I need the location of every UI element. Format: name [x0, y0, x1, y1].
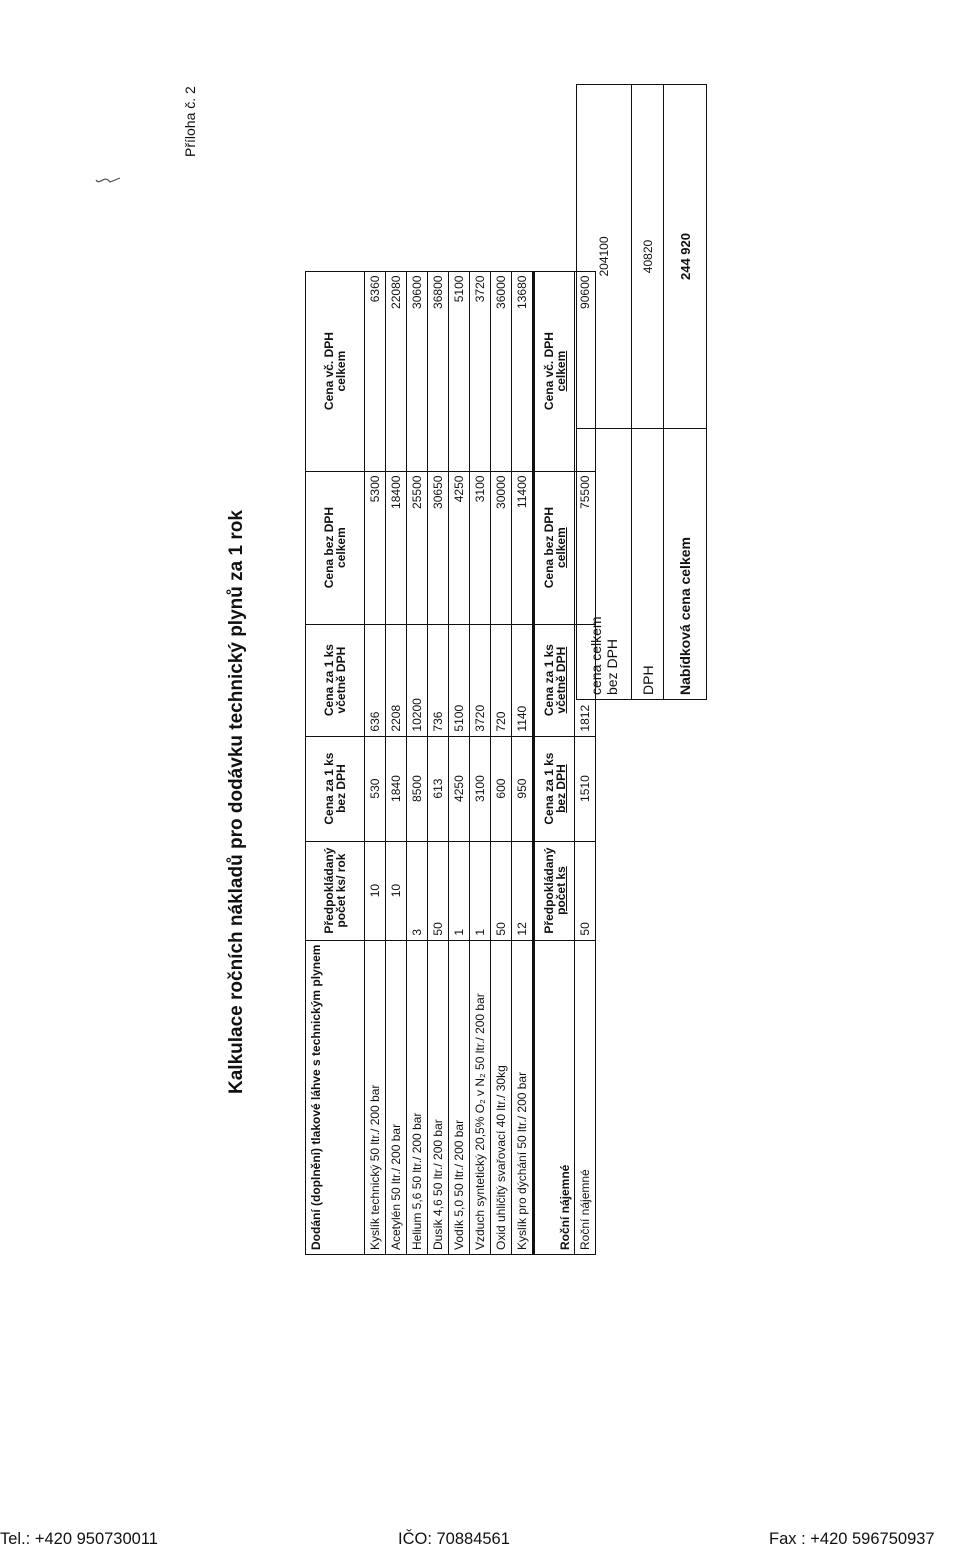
cell-total-ex: 30650 [428, 471, 449, 624]
cell-item: Kyslík technický 50 ltr./ 200 bar [365, 940, 386, 1254]
cell-item: Helium 5,6 50 ltr./ 200 bar [407, 940, 428, 1254]
footer-tel: Tel.: +420 950730011 [0, 1530, 158, 1548]
cell-total-ex: 3100 [470, 471, 491, 624]
cell-total-inc: 36800 [428, 271, 449, 471]
cell-total-ex: 30000 [491, 471, 512, 624]
table-row [428, 271, 449, 1254]
cell-unit-inc: 1140 [512, 624, 534, 736]
cell-qty: 50 [428, 841, 449, 940]
table-header-row [306, 271, 365, 1254]
summary-offer-label: Nabídková cena celkem [664, 429, 707, 700]
cell-item: Vzduch syntetický 20,5% O₂ v N₂ 50 ltr./ 200 bar [470, 940, 491, 1254]
cell-qty: 10 [365, 841, 386, 940]
cell-total-inc: 36000 [491, 271, 512, 471]
cell-unit-ex: 4250 [449, 736, 470, 841]
summary-row-total-ex [577, 85, 632, 700]
footer-ico: IČO: 70884561 [398, 1530, 510, 1548]
cell-unit-ex: 613 [428, 736, 449, 841]
cell-item: Acetylén 50 ltr./ 200 bar [386, 940, 407, 1254]
cell-unit-inc: 1812 [575, 624, 596, 736]
cell-unit-ex: 3100 [470, 736, 491, 841]
header-total-ex: Cena bez DPH celkem [306, 471, 365, 624]
table-row [491, 271, 512, 1254]
table-row [386, 271, 407, 1254]
cell-total-ex: 75500 [575, 471, 596, 624]
cell-total-inc: 3720 [470, 271, 491, 471]
cell-total-ex: 18400 [386, 471, 407, 624]
cell-unit-inc: 736 [428, 624, 449, 736]
cell-item: Roční nájemné [575, 940, 596, 1254]
cell-total-ex: 11400 [512, 471, 534, 624]
summary-offer-value: 244 920 [664, 85, 707, 429]
footer [0, 1530, 960, 1552]
rental-header-total-ex: Cena bez DPH celkem [534, 471, 575, 624]
cell-total-inc: 90600 [575, 271, 596, 471]
cell-item: Kyslík pro dýchání 50 ltr./ 200 bar [512, 940, 534, 1254]
rental-header-total-inc: Cena vč. DPH celkem [534, 271, 575, 471]
summary-total-ex-value: 204100 [577, 85, 632, 429]
table-row [365, 271, 386, 1254]
cost-table [305, 271, 596, 1255]
cell-qty: 50 [575, 841, 596, 940]
header-unit-inc: Cena za 1 ks včetně DPH [306, 624, 365, 736]
cell-qty: 3 [407, 841, 428, 940]
rental-header-qty: Předpokládaný počet ks [534, 841, 575, 940]
pen-mark [94, 168, 124, 190]
cell-total-inc: 6360 [365, 271, 386, 471]
cell-item: Oxid uhličitý svařovací 40 ltr./ 30kg [491, 940, 512, 1254]
summary-vat-label: DPH [632, 429, 664, 700]
cell-total-ex: 5300 [365, 471, 386, 624]
table-row [449, 271, 470, 1254]
cell-unit-ex: 530 [365, 736, 386, 841]
cell-unit-inc: 5100 [449, 624, 470, 736]
cell-total-inc: 30600 [407, 271, 428, 471]
summary-row-vat [632, 85, 664, 700]
rental-header-item: Roční nájemné [534, 940, 575, 1254]
cell-total-inc: 22080 [386, 271, 407, 471]
header-qty: Předpokládaný počet ks/ rok [306, 841, 365, 940]
cell-total-ex: 25500 [407, 471, 428, 624]
cell-total-inc: 13680 [512, 271, 534, 471]
table-row [512, 271, 534, 1254]
cell-unit-ex: 1840 [386, 736, 407, 841]
header-unit-ex: Cena za 1 ks bez DPH [306, 736, 365, 841]
cell-total-inc: 5100 [449, 271, 470, 471]
rental-header-unit-ex: Cena za 1 ks bez DPH [534, 736, 575, 841]
cell-unit-ex: 600 [491, 736, 512, 841]
cell-unit-inc: 636 [365, 624, 386, 736]
cell-qty: 10 [386, 841, 407, 940]
summary-row-offer [664, 85, 707, 700]
header-item: Dodání (doplnění) tlakové láhve s technickým plynem [306, 940, 365, 1254]
cell-unit-ex: 8500 [407, 736, 428, 841]
annex-label: Příloha č. 2 [182, 86, 198, 157]
rental-header-row [534, 271, 575, 1254]
cell-unit-inc: 10200 [407, 624, 428, 736]
cell-unit-ex: 1510 [575, 736, 596, 841]
summary-table [576, 84, 707, 700]
document-title: Kalkulace ročních nákladů pro dodávku technický plynů za 1 rok [226, 510, 247, 1094]
cell-qty: 1 [470, 841, 491, 940]
cell-unit-inc: 720 [491, 624, 512, 736]
header-total-inc: Cena vč. DPH celkem [306, 271, 365, 471]
cell-qty: 1 [449, 841, 470, 940]
cell-item: Dusík 4,6 50 ltr./ 200 bar [428, 940, 449, 1254]
table-row [407, 271, 428, 1254]
cell-total-ex: 4250 [449, 471, 470, 624]
cell-unit-inc: 3720 [470, 624, 491, 736]
cell-unit-inc: 2208 [386, 624, 407, 736]
table-row [470, 271, 491, 1254]
summary-total-ex-label: cena celkem bez DPH [577, 429, 632, 700]
rental-header-unit-inc: Cena za 1 ks včetně DPH [534, 624, 575, 736]
cell-unit-ex: 950 [512, 736, 534, 841]
summary-vat-value: 40820 [632, 85, 664, 429]
cell-item: Vodík 5,0 50 ltr./ 200 bar [449, 940, 470, 1254]
cell-qty: 12 [512, 841, 534, 940]
footer-fax: Fax : +420 596750937 [769, 1530, 935, 1548]
cell-qty: 50 [491, 841, 512, 940]
